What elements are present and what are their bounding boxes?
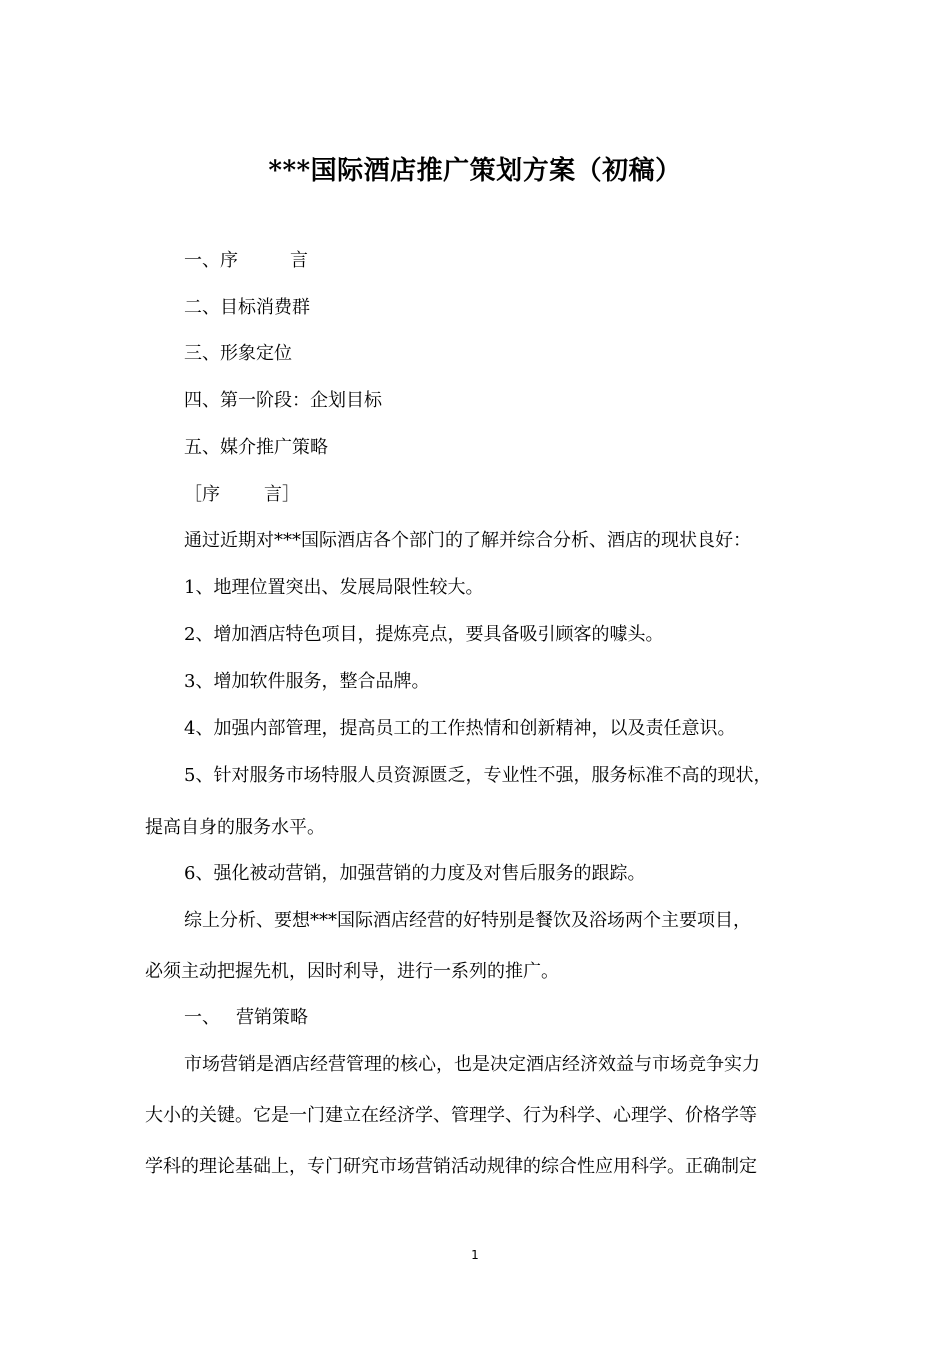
toc-item-phase-one: 四、第一阶段：企划目标 xyxy=(184,390,382,411)
section-heading-text: 营销策略 xyxy=(236,1007,308,1028)
toc-item-target-consumers: 二、目标消费群 xyxy=(184,297,310,318)
marketing-paragraph-line-3: 学科的理论基础上，专门研究市场营销活动规律的综合性应用科学。正确制定 xyxy=(145,1156,757,1177)
toc-item-media-strategy: 五、媒介推广策略 xyxy=(184,437,328,458)
preface-heading xyxy=(184,483,300,507)
summary-line-1: 综上分析、要想***国际酒店经营的好特别是餐饮及浴场两个主要项目， xyxy=(184,910,751,931)
preface-heading-suffix: 言］ xyxy=(264,484,300,505)
list-item-3: 3、增加软件服务，整合品牌。 xyxy=(184,671,430,692)
preface-heading-prefix: ［序 xyxy=(184,484,220,505)
toc-item-preface-prefix: 一、序 xyxy=(184,250,238,271)
marketing-paragraph-line-1: 市场营销是酒店经营管理的核心，也是决定酒店经济效益与市场竞争实力 xyxy=(184,1054,760,1075)
section-heading-number: 一、 xyxy=(184,1007,220,1028)
list-item-6: 6、强化被动营销，加强营销的力度及对售后服务的跟踪。 xyxy=(184,863,646,884)
marketing-paragraph-line-2: 大小的关键。它是一门建立在经济学、管理学、行为科学、心理学、价格学等 xyxy=(145,1105,757,1126)
list-item-4: 4、加强内部管理，提高员工的工作热情和创新精神，以及责任意识。 xyxy=(184,718,736,739)
document-title: ***国际酒店推广策划方案（初稿） xyxy=(268,156,682,186)
list-item-2: 2、增加酒店特色项目，提炼亮点，要具备吸引顾客的噱头。 xyxy=(184,624,664,645)
section-heading-marketing xyxy=(184,1006,308,1030)
toc-item-preface xyxy=(184,249,308,273)
intro-paragraph: 通过近期对***国际酒店各个部门的了解并综合分析、酒店的现状良好： xyxy=(184,530,751,551)
summary-line-2: 必须主动把握先机，因时利导，进行一系列的推广。 xyxy=(145,961,559,982)
list-item-5-line-1: 5、针对服务市场特服人员资源匮乏，专业性不强，服务标准不高的现状， xyxy=(184,765,772,786)
toc-item-image-positioning: 三、形象定位 xyxy=(184,343,292,364)
page-number: 1 xyxy=(471,1248,479,1262)
list-item-5-line-2: 提高自身的服务水平。 xyxy=(145,817,325,838)
list-item-1: 1、地理位置突出、发展局限性较大。 xyxy=(184,577,484,598)
toc-item-preface-suffix: 言 xyxy=(290,250,308,271)
